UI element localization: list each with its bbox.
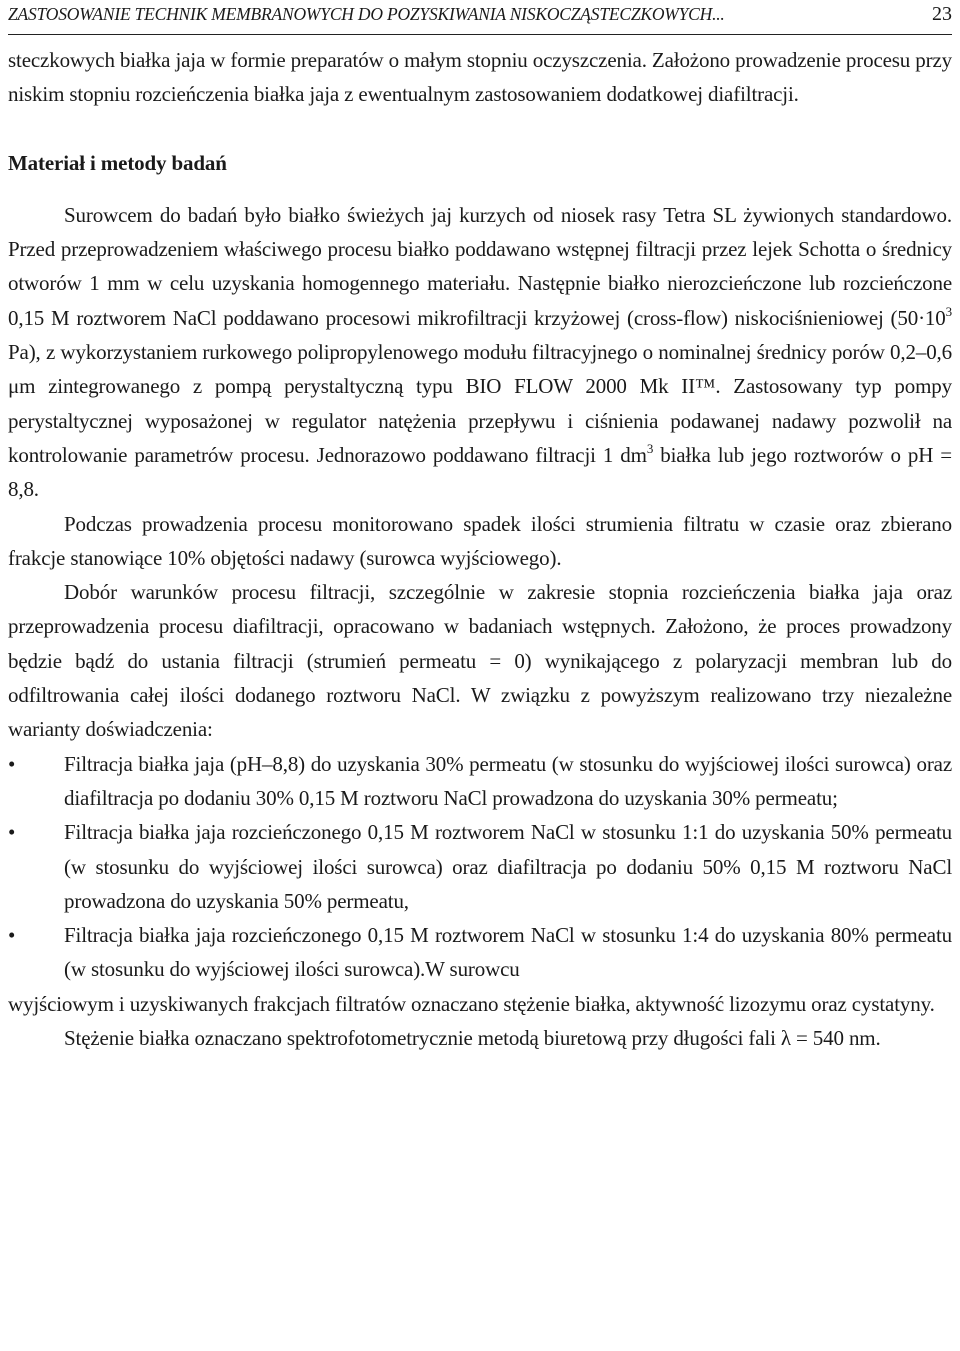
variant-list — [8, 747, 952, 987]
list-item-text: Filtracja białka jaja rozcieńczonego 0,15 M roztworem NaCl w stosunku 1:4 do uzyskania 80% permeatu (w stosunku do wyjściowej ilości surowca).W surowcu — [64, 923, 952, 982]
section-heading: Materiał i metody badań — [8, 150, 227, 175]
list-item-text: Filtracja białka jaja (pH–8,8) do uzyskania 30% permeatu (w stosunku do wyjściowej ilości surowca) oraz diafiltracja po dodaniu 30% 0,15 M roztworu NaCl prowadzona do uzyskania 30% permeatu; — [64, 751, 952, 810]
paragraph-monitoring: Podczas prowadzenia procesu monitorowano spadek ilości strumienia filtratu w czasie oraz zbierano frakcje stanowiące 10% objętości nadawy (surowca wyjściowego). — [8, 511, 952, 570]
paragraph-analysis: wyjściowym i uzyskiwanych frakcjach filtratów oznaczano stężenie białka, aktywność lizozymu oraz cystatyny. — [8, 991, 935, 1016]
list-item — [8, 918, 952, 987]
bullet-icon: • — [8, 820, 16, 845]
superscript: 3 — [646, 440, 654, 456]
running-title: ZASTOSOWANIE TECHNIK MEMBRANOWYCH DO POZYSKIWANIA NISKOCZĄSTECZKOWYCH... — [8, 4, 725, 24]
list-item — [8, 747, 952, 816]
body-text — [8, 43, 952, 1055]
paragraph-protein-method: Stężenie białka oznaczano spektrofotometrycznie metodą biuretową przy długości fali λ = 540 nm. — [64, 1026, 881, 1051]
intro-paragraph: steczkowych białka jaja w formie preparatów o małym stopniu oczyszczenia. Założono prowadzenie procesu przy niskim stopniu rozcieńczenia białka jaja z ewentualnym zastosowaniem dodatkowej diafiltracji. — [8, 48, 952, 107]
list-item-text: Filtracja białka jaja rozcieńczonego 0,15 M roztworem NaCl w stosunku 1:1 do uzyskania 50% permeatu (w stosunku do wyjściowej ilości surowca) oraz diafiltracja po dodaniu 50% 0,15 M roztworu NaCl prowadzona do uzyskania 50% permeatu, — [64, 820, 952, 913]
page-number: 23 — [932, 3, 952, 25]
bullet-icon: • — [8, 923, 16, 948]
paragraph-raw-material — [8, 198, 952, 507]
paragraph-text: Surowcem do badań było białko świeżych jaj kurzych od niosek rasy Tetra SL żywionych standardowo. Przed przeprowadzeniem właściwego procesu białko poddawano wstępnej filtracji przez lejek Schotta o średnicy otworów 1 mm w celu uzyskania homogennego materiału. Następnie białko nierozcieńczone lub rozcieńczone 0,15 M roztworem NaCl poddawano procesowi mikrofiltracji krzyżowej (cross-flow) niskociśnieniowej (50·10 — [8, 202, 952, 330]
superscript: 3 — [945, 303, 952, 319]
document-page — [8, 0, 952, 1055]
paragraph-text: białka lub jego roztworów o pH = 8,8. — [8, 442, 952, 502]
paragraph-conditions: Dobór warunków procesu filtracji, szczególnie w zakresie stopnia rozcieńczenia białka jaja oraz przeprowadzenia procesu diafiltracji, opracowano w badaniach wstępnych. Założono, że proces prowadzony będzie bądź do ustania filtracji (strumień permeatu = 0) wynikającego z polaryzacji membran lub do odfiltrowania całej ilości dodanego roztworu NaCl. W związku z powyższym realizowano trzy niezależne warianty doświadczenia: — [8, 580, 952, 742]
bullet-icon: • — [8, 751, 16, 776]
running-header — [8, 0, 952, 35]
list-item — [8, 815, 952, 918]
paragraph-text: Pa), z wykorzystaniem rurkowego polipropylenowego modułu filtracyjnego o nominalnej średnicy porów 0,2–0,6 μm zintegrowanego z pompą perystaltyczną typu BIO FLOW 2000 Mk II™. Zastosowany typ pompy perystaltycznej wyposażonej w regulator natężenia przepływu i ciśnienia podawanej nadawy pozwolił na kontrolowanie parametrów procesu. Jednorazowo poddawano filtracji 1 dm — [8, 340, 952, 467]
